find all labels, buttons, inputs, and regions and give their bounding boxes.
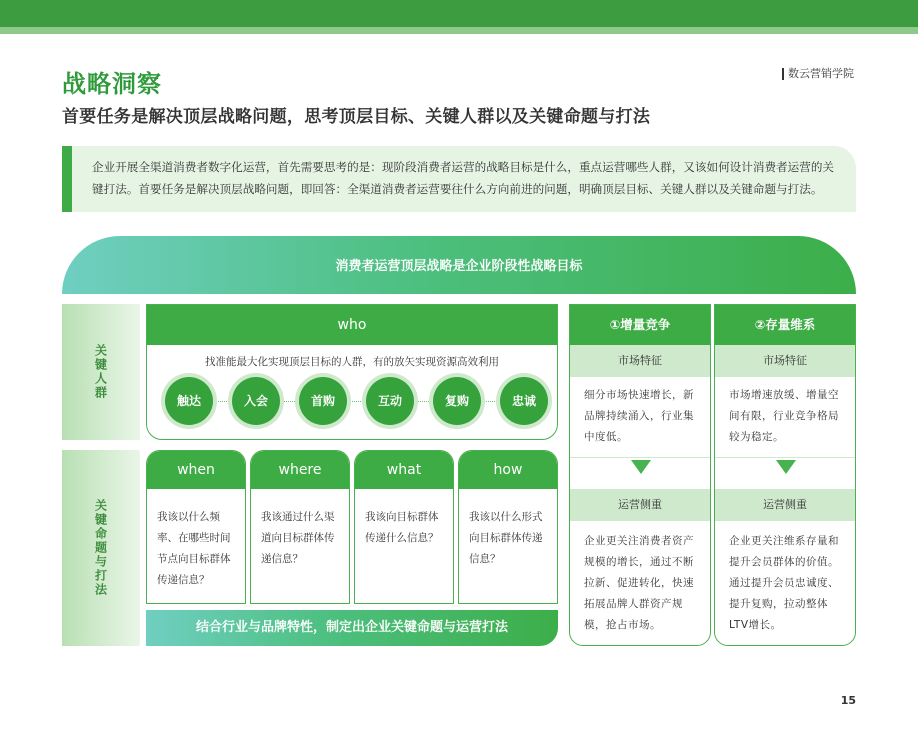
page-title: 战略洞察 bbox=[62, 70, 162, 98]
focus-text-retention: 企业更关注维系存量和提升会员群体的价值。通过提升会员忠诚度、提升复购，拉动整体LTV增长。 bbox=[729, 535, 839, 631]
strategy-title-retention: ②存量维系 bbox=[715, 305, 855, 345]
question-title-when: when bbox=[147, 451, 245, 489]
who-description: 找准能最大化实现顶层目标的人群，有的放矢实现资源高效利用 bbox=[205, 356, 499, 368]
intro-paragraph: 企业开展全渠道消费者数字化运营，首先需要思考的是：现阶段消费者运营的战略目标是什么，重点运营哪些人群，又该如何设计消费者运营的关键打法。首要任务是解决顶层战略问题，即回答：全渠道消费者运营要往什么方向前进的问题，明确顶层目标、关键人群以及关键命题与打法。 bbox=[62, 146, 856, 212]
strategy-title-incremental: ①增量竞争 bbox=[570, 305, 710, 345]
market-text-retention: 市场增速放缓、增量空间有限，行业竞争格局较为稳定。 bbox=[729, 389, 839, 443]
side-label-key-people-text: 关键人群 bbox=[93, 344, 108, 400]
strategy-panel-retention bbox=[714, 304, 856, 646]
question-card-where bbox=[250, 450, 350, 604]
question-title-what: what bbox=[355, 451, 453, 489]
stage-circle-interact: 互动 bbox=[366, 377, 414, 425]
arrow-divider bbox=[570, 457, 710, 489]
who-panel bbox=[146, 304, 558, 440]
question-card-when bbox=[146, 450, 246, 604]
focus-text-incremental: 企业更关注消费者资产规模的增长，通过不断拉新、促进转化，快速拓展品牌人群资产规模，抢占市场。 bbox=[584, 535, 694, 631]
stage-circle-reach: 触达 bbox=[165, 377, 213, 425]
focus-label-incremental: 运营侧重 bbox=[570, 489, 710, 521]
question-text-how: 我该以什么形式向目标群体传递信息？ bbox=[469, 511, 543, 565]
question-text-what: 我该向目标群体传递什么信息？ bbox=[365, 511, 439, 544]
top-bar bbox=[0, 0, 918, 27]
down-arrow-icon bbox=[776, 460, 796, 474]
arrow-divider bbox=[715, 457, 855, 489]
market-label-incremental: 市场特征 bbox=[570, 345, 710, 377]
side-label-key-people bbox=[62, 304, 140, 440]
stage-circle-loyal: 忠诚 bbox=[500, 377, 548, 425]
market-text-incremental: 细分市场快速增长，新品牌持续涌入，行业集中度低。 bbox=[584, 389, 694, 443]
stage-circle-first-purchase: 首购 bbox=[299, 377, 347, 425]
top-bar-stripe bbox=[0, 27, 918, 34]
stage-circle-join: 入会 bbox=[232, 377, 280, 425]
market-label-retention: 市场特征 bbox=[715, 345, 855, 377]
question-card-how bbox=[458, 450, 558, 604]
page-number: 15 bbox=[840, 694, 856, 707]
page-subtitle: 首要任务是解决顶层战略问题，思考顶层目标、关键人群以及关键命题与打法 bbox=[62, 107, 651, 127]
who-title: who bbox=[147, 305, 557, 345]
question-title-where: where bbox=[251, 451, 349, 489]
side-label-key-topics bbox=[62, 450, 140, 646]
strategy-panel-incremental bbox=[569, 304, 711, 646]
down-arrow-icon bbox=[631, 460, 651, 474]
brand-label: 数云营销学院 bbox=[782, 68, 854, 80]
focus-label-retention: 运营侧重 bbox=[715, 489, 855, 521]
question-text-when: 我该以什么频率、在哪些时间节点向目标群体传递信息？ bbox=[157, 511, 231, 586]
strategy-banner: 消费者运营顶层战略是企业阶段性战略目标 bbox=[62, 236, 856, 294]
stage-circle-repurchase: 复购 bbox=[433, 377, 481, 425]
question-title-how: how bbox=[459, 451, 557, 489]
customer-journey-stages bbox=[161, 377, 545, 427]
side-label-key-topics-text: 关键命题与打法 bbox=[93, 499, 108, 597]
key-topics-summary-bar: 结合行业与品牌特性，制定出企业关键命题与运营打法 bbox=[146, 610, 558, 646]
question-text-where: 我该通过什么渠道向目标群体传递信息？ bbox=[261, 511, 335, 565]
question-card-what bbox=[354, 450, 454, 604]
